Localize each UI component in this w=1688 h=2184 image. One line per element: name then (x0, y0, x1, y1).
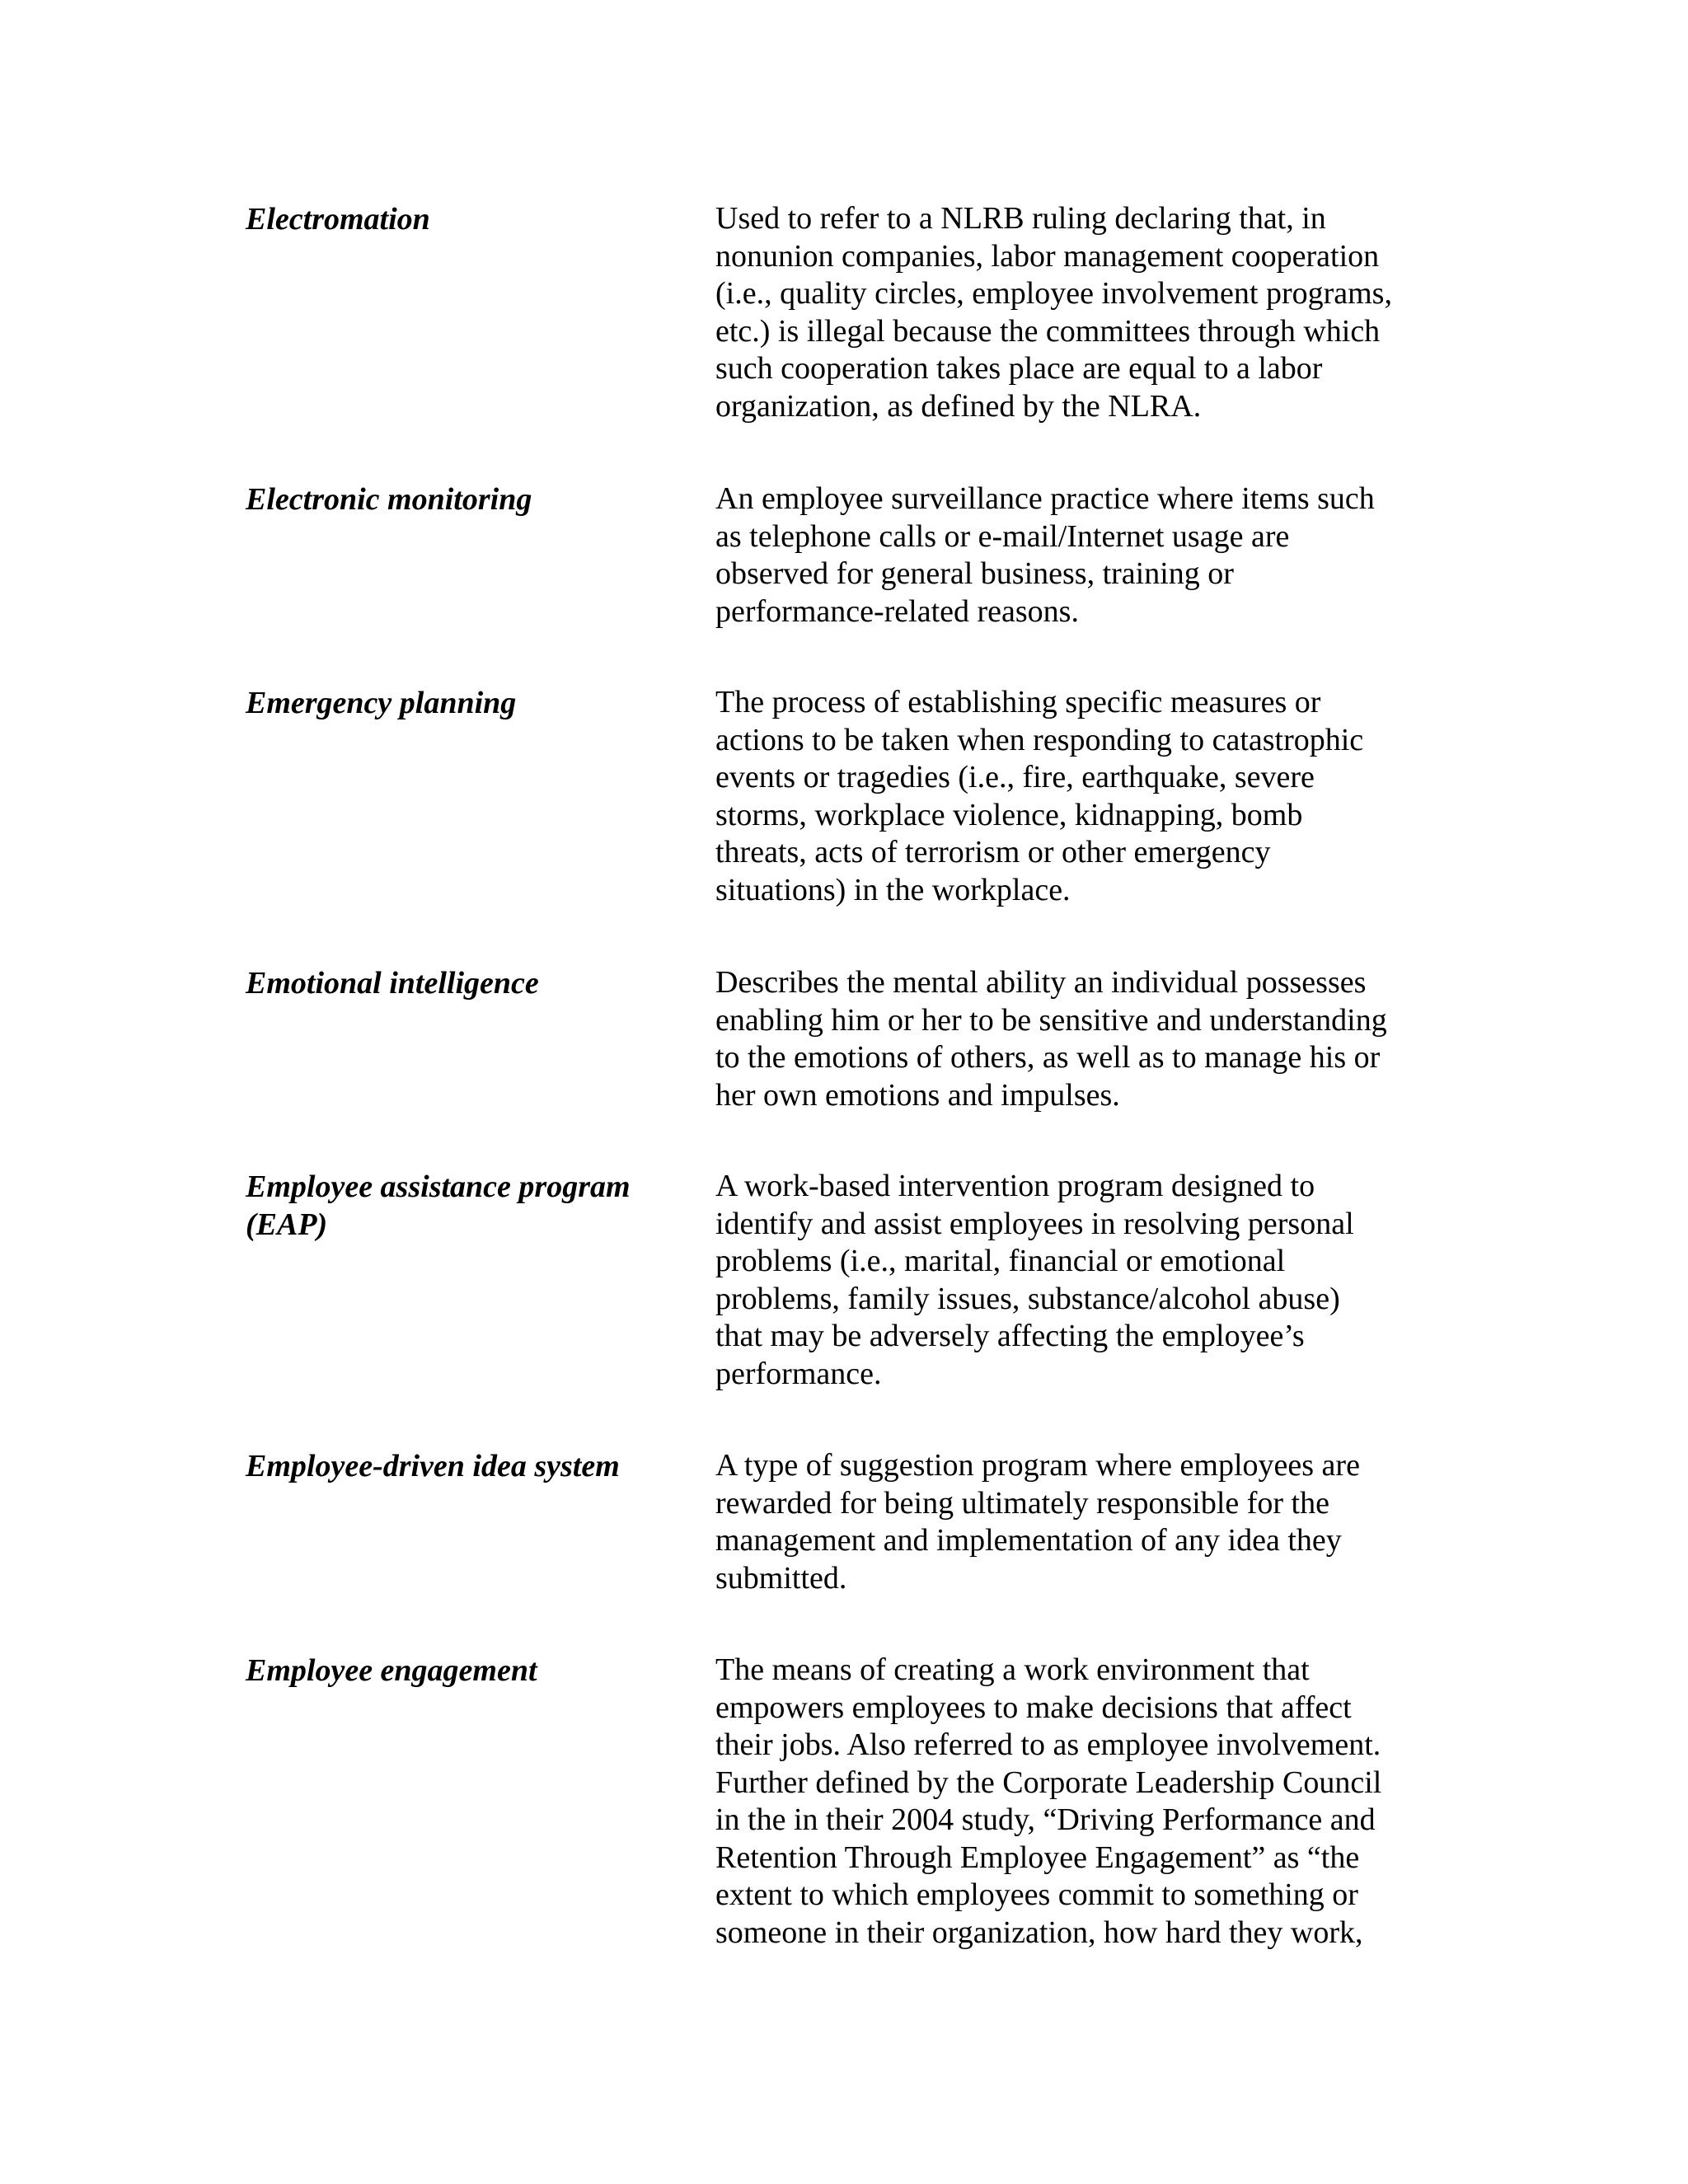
glossary-term: Electronic monitoring (246, 482, 532, 517)
glossary-term: Electromation (246, 202, 430, 237)
glossary-term: Employee-driven idea system (246, 1449, 620, 1483)
glossary-definition: The process of establishing specific measures or actions to be taken when responding to catastrophic events or tragedies (i.e., fire, earthquake, severe storms, workplace violence, kidnapping, bomb threats, acts of terrorism or other emergency situations) in the workplace. (715, 685, 1364, 907)
glossary-term: Employee assistance program (EAP) (246, 1169, 631, 1242)
glossary-definition: The means of creating a work environment that empowers employees to make decisions that affect their jobs. Also referred to as employee involvement. Further defined by the Corporate Leadership Council in the in their 2004 study, “Driving Performance and Retention Through Employee Engagement” as “the extent to which employees commit to something or someone in their organization, how hard they work, (715, 1652, 1382, 1950)
glossary-definition: Used to refer to a NLRB ruling declaring that, in nonunion companies, labor management cooperation (i.e., quality circles, employee involvement programs, etc.) is illegal because the committees through which such cooperation takes place are equal to a labor organization, as defined by the NLRA. (715, 201, 1392, 424)
glossary-term: Employee engagement (246, 1653, 537, 1688)
glossary-definition: A work-based intervention program designed to identify and assist employees in resolving personal problems (i.e., marital, financial or emotional problems, family issues, substance/alcohol abuse) that may be adversely affecting the employee’s performance. (715, 1169, 1354, 1391)
glossary-term: Emergency planning (246, 686, 517, 720)
glossary-term: Emotional intelligence (246, 966, 539, 1001)
glossary-definition: An employee surveillance practice where items such as telephone calls or e-mail/Internet usage are observed for general business, training or performance-related reasons. (715, 481, 1375, 629)
glossary-definition: A type of suggestion program where employees are rewarded for being ultimately responsible for the management and implementation of any idea they submitted. (715, 1448, 1360, 1596)
glossary-definition: Describes the mental ability an individual possesses enabling him or her to be sensitive and understanding to the emotions of others, as well as to manage his or her own emotions and impulses. (715, 965, 1387, 1113)
